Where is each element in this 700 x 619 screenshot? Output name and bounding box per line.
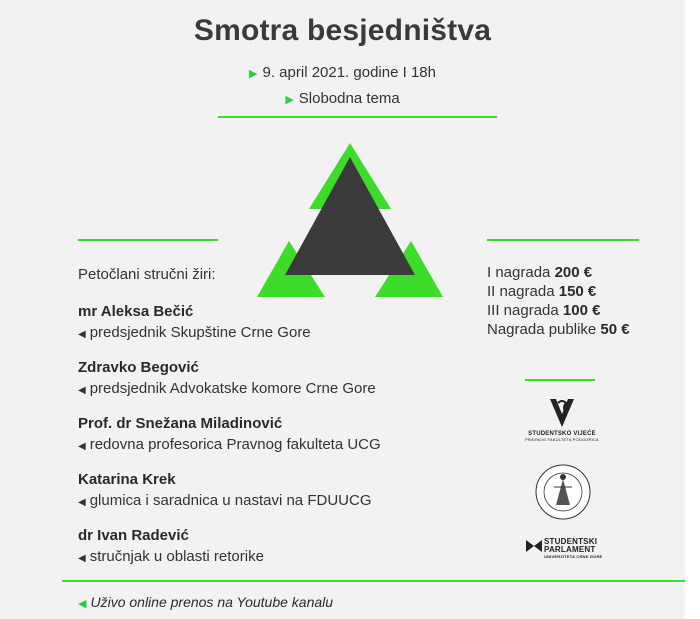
prize-item: II nagrada 150 € [487, 283, 597, 300]
studentsko-vijece-logo-text: STUDENTSKO VIJEĆE PRAVNOG FAKULTETA PODGORICA [525, 431, 599, 442]
member-role: ◀ predsjednik Advokatske komore Crne Gore [78, 380, 376, 397]
left-arrow-icon: ◀ [78, 598, 87, 610]
studentsko-vijece-logo-icon [549, 398, 575, 428]
divider-top [218, 116, 497, 118]
prize-item: Nagrada publike 50 € [487, 321, 630, 338]
member-name: Katarina Krek [78, 471, 176, 488]
left-arrow-icon: ◀ [78, 385, 86, 396]
page-title: Smotra besjedništva [193, 14, 492, 47]
prize-item: III nagrada 100 € [487, 302, 601, 319]
left-arrow-icon: ◀ [78, 441, 86, 452]
jury-member [78, 471, 371, 509]
divider-logos [525, 379, 595, 381]
member-name: Zdravko Begović [78, 359, 199, 376]
member-name: dr Ivan Radević [78, 527, 189, 544]
divider-jury [78, 239, 218, 241]
member-role: ◀ redovna profesorica Pravnog fakulteta UCG [78, 436, 381, 453]
left-arrow-icon: ◀ [78, 553, 86, 564]
triangle-bullet-icon: ▶ [249, 68, 258, 80]
studentski-parlament-logo-text: STUDENTSKI PARLAMENT UNIVERZITETA CRNE GORE [544, 537, 603, 559]
divider-footer [62, 580, 685, 582]
jury-member [78, 527, 264, 565]
jury-member [78, 303, 311, 341]
jury-member [78, 415, 381, 453]
jury-heading: Petočlani stručni žiri: [78, 266, 216, 283]
member-role: ◀ predsjednik Skupštine Crne Gore [78, 324, 311, 341]
left-arrow-icon: ◀ [78, 329, 86, 340]
member-role: ◀ stručnjak u oblasti retorike [78, 548, 264, 565]
triangle-emblem-icon [255, 135, 445, 297]
footer-livestream: ◀ Uživo online prenos na Youtube kanalu [78, 594, 334, 610]
prize-list [487, 263, 630, 339]
left-arrow-icon: ◀ [78, 497, 86, 508]
studentski-parlament-logo-icon [526, 538, 542, 554]
topic-line [0, 90, 685, 107]
member-role: ◀ glumica i saradnica u nastavi na FDUUCG [78, 492, 372, 509]
date-line [0, 64, 685, 81]
jury-member [78, 359, 376, 397]
prize-item: I nagrada 200 € [487, 264, 593, 281]
topic-text: Slobodna tema [298, 90, 400, 107]
advokatska-komora-seal-icon [534, 463, 592, 521]
member-name: Prof. dr Snežana Miladinović [78, 415, 283, 432]
divider-prizes [487, 239, 639, 241]
date-text: 9. april 2021. godine I 18h [262, 64, 436, 81]
member-name: mr Aleksa Bečić [78, 303, 194, 320]
triangle-bullet-icon: ▶ [285, 94, 294, 106]
